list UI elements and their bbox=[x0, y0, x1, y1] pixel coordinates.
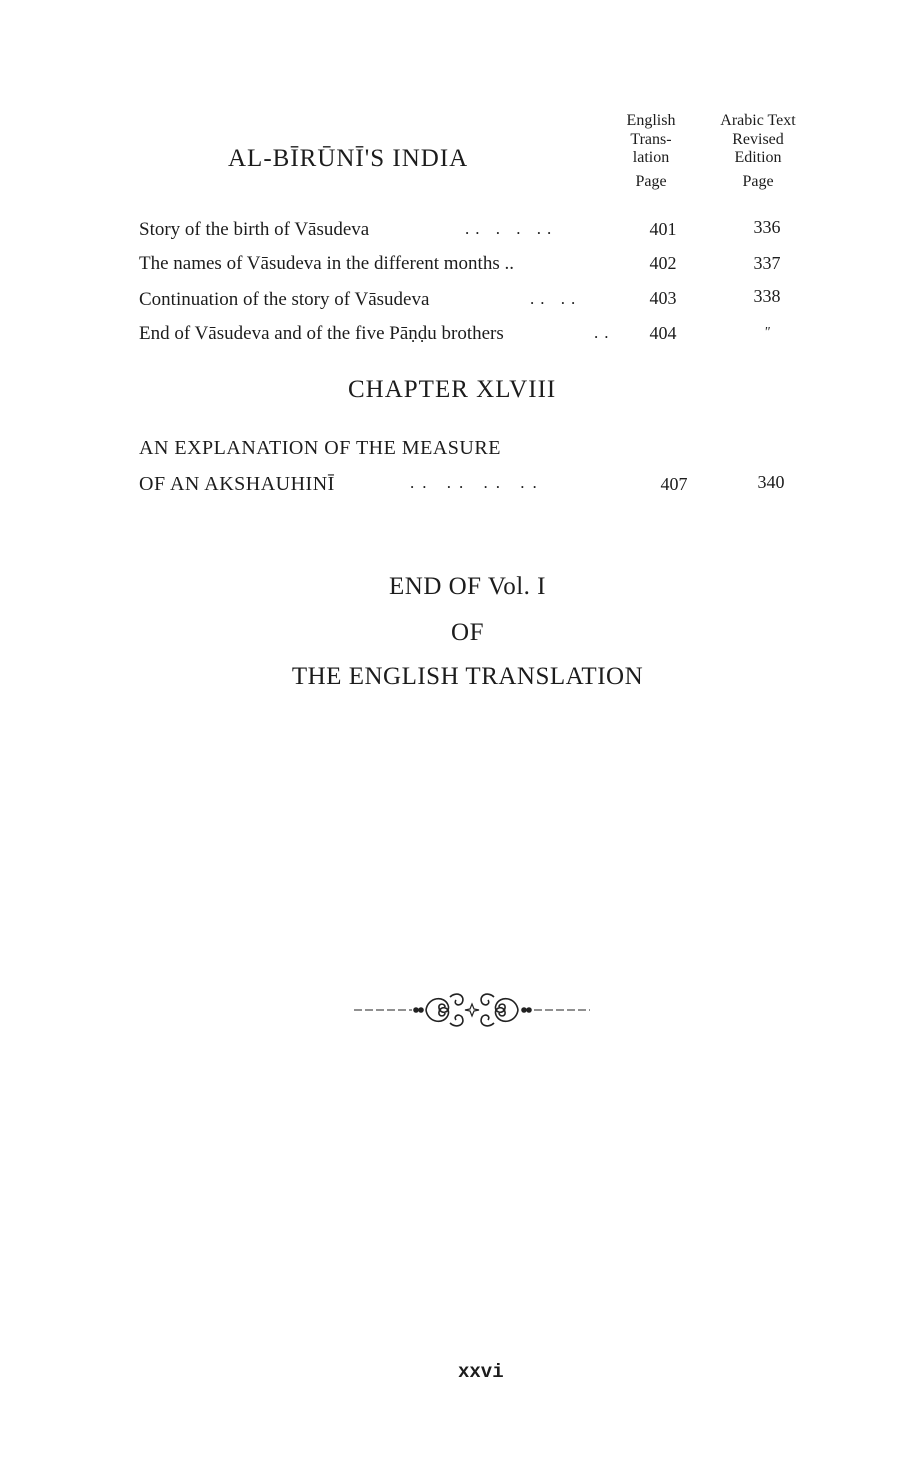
column-heading-line: Trans- bbox=[630, 131, 672, 148]
arabic-page-number: 338 bbox=[753, 286, 781, 306]
end-note-line: THE ENGLISH TRANSLATION bbox=[291, 663, 644, 690]
chapter-title-line: AN EXPLANATION OF THE MEASURE bbox=[139, 437, 501, 459]
chapter-title-line: OF AN AKSHAUHINĪ bbox=[139, 473, 335, 495]
arabic-page-column-heading bbox=[700, 110, 816, 192]
dot-leader: .. .. bbox=[530, 289, 582, 308]
english-page-number: 407 bbox=[660, 474, 688, 494]
contents-entry-title: The names of Vāsudeva in the different months .. bbox=[139, 253, 514, 274]
english-page-column-heading bbox=[612, 110, 690, 192]
column-heading-line: lation bbox=[632, 149, 670, 166]
dot-leader: .. .. .. .. bbox=[410, 473, 545, 492]
column-heading-line: Page bbox=[635, 173, 667, 190]
arabic-page-number: 340 bbox=[757, 472, 785, 492]
column-heading-line: Revised bbox=[732, 131, 784, 148]
column-heading-line: Edition bbox=[734, 149, 782, 166]
arabic-page-number: 337 bbox=[753, 253, 781, 273]
end-note-line: END OF Vol. I bbox=[389, 573, 546, 600]
end-note-line: OF bbox=[451, 619, 484, 646]
dot-leader: .. bbox=[594, 323, 615, 342]
english-page-number: 403 bbox=[649, 288, 677, 308]
arabic-page-number: 336 bbox=[753, 217, 781, 237]
page-number: xxvi bbox=[458, 1361, 504, 1383]
scroll-ornament-icon bbox=[352, 985, 592, 1035]
english-page-number: 401 bbox=[649, 219, 677, 239]
column-heading-line: English bbox=[626, 112, 676, 129]
contents-entry-title: End of Vāsudeva and of the five Pāṇḍu brothers bbox=[139, 323, 504, 344]
dot-leader: .. . . .. bbox=[465, 219, 558, 238]
running-title: AL-BĪRŪNĪ'S INDIA bbox=[228, 145, 469, 172]
chapter-heading: CHAPTER XLVIII bbox=[348, 376, 557, 403]
column-heading-line: Page bbox=[742, 173, 774, 190]
column-heading-line: Arabic Text bbox=[720, 112, 796, 129]
contents-entry-title: Continuation of the story of Vāsudeva bbox=[139, 289, 430, 310]
english-page-number: 402 bbox=[649, 253, 677, 273]
arabic-page-number: " bbox=[764, 325, 770, 340]
english-page-number: 404 bbox=[649, 323, 677, 343]
contents-entry-title: Story of the birth of Vāsudeva bbox=[139, 219, 370, 240]
